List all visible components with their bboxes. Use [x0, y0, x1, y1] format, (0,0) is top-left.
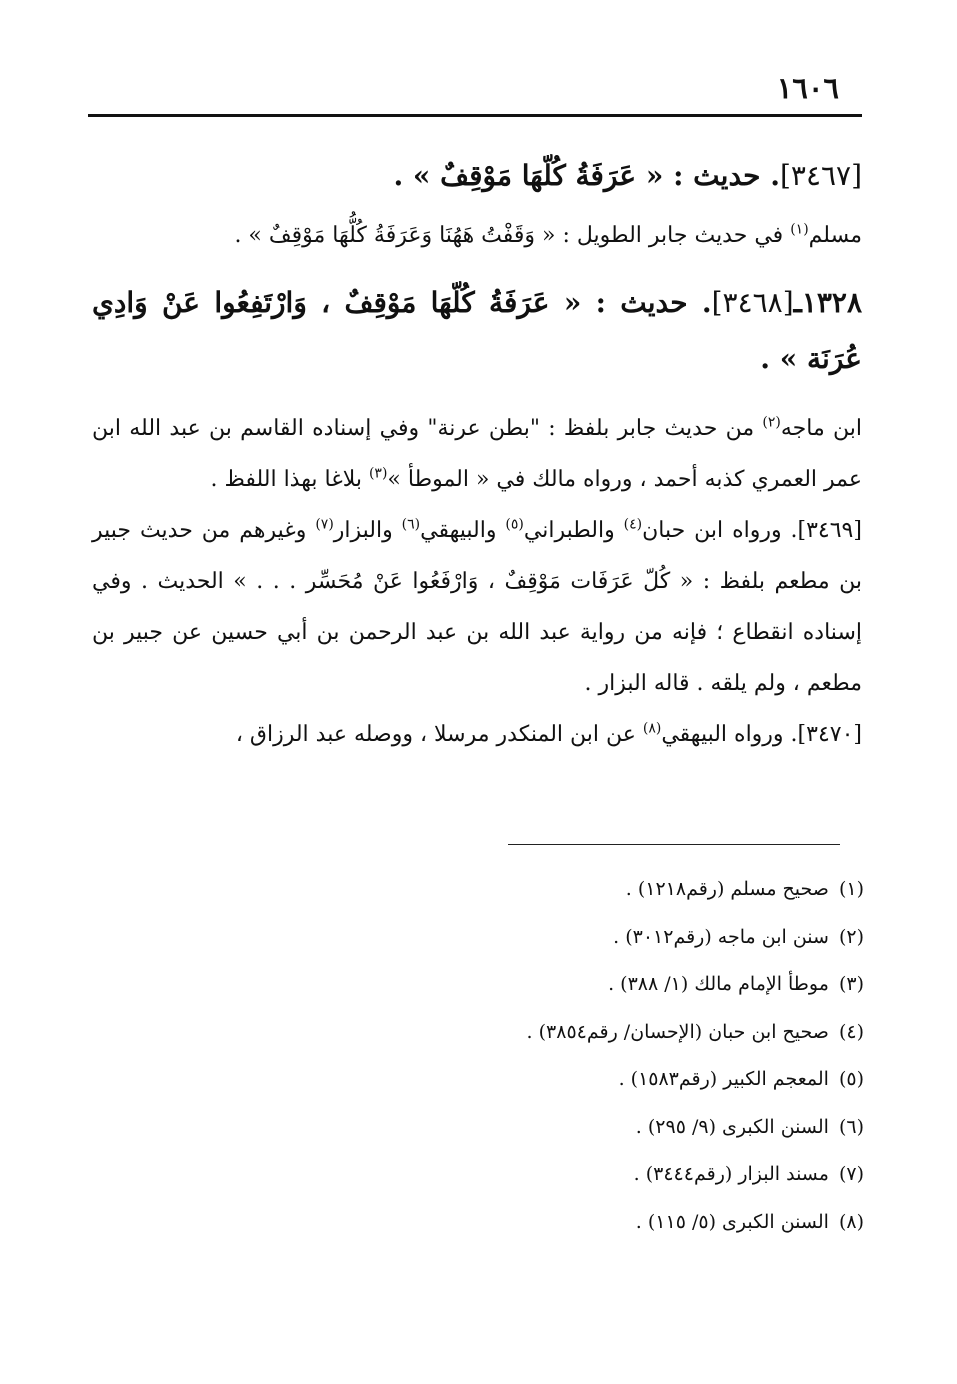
paragraph-3 [92, 709, 862, 760]
footnote-item [364, 1104, 864, 1152]
body-text: بلاغا بهذا اللفظ . [210, 467, 369, 492]
body-text: والبيهقي [420, 518, 506, 543]
footnote-item [364, 961, 864, 1009]
footnotes-list [364, 866, 864, 1246]
footnote-ref-8[interactable]: (٨) [642, 720, 662, 737]
footnote-item [364, 1199, 864, 1247]
body-text: ابن ماجه [780, 416, 863, 441]
entry-ref: [٣٤٦٧] [779, 159, 862, 192]
body-text: . ورواه ابن حبان [642, 518, 798, 543]
footnote-text: السنن الكبرى (٩/ ٢٩٥) . [635, 1115, 829, 1138]
footnote-item [364, 866, 864, 914]
footnote-number: (١) [838, 878, 864, 900]
body-text: . ورواه البيهقي [661, 722, 798, 747]
footnote-number: (٤) [838, 1020, 864, 1043]
body-text: وغيرهم من حديث جبير بن مطعم بلفظ : « كُلّ عَرَفَات مَوْقِفٌ ، وَارْفَعُوا عَنْ مُحَسِّر . . . » الحديث . وفي إسناده انقطاع ؛ فإنه من رواية عبد الله بن عبد الرحمن بن أبي حسين عن جبير بن مطعم ، ولم يلقه . قاله البزار . [92, 518, 862, 696]
footnote-number: (٦) [838, 1115, 864, 1138]
entry-ref: [٣٤٦٩] [797, 518, 862, 543]
paragraph-1 [92, 403, 862, 505]
entry-number: ١٣٢٨ـ [793, 286, 862, 319]
header-rule [88, 114, 862, 117]
footnote-ref-2[interactable]: (٢) [762, 414, 781, 431]
footnote-ref-3[interactable]: (٣) [368, 465, 388, 482]
footnote-number: (٧) [838, 1163, 864, 1185]
footnote-ref-6[interactable]: (٦) [401, 516, 421, 533]
footnote-text: صحيح ابن حبان (الإحسان/ رقم٣٨٥٤) . [526, 1020, 829, 1043]
entry-heading-text: . حديث : « عَرَفَةُ كُلّهَا مَوْقِفٌ ، وَارْتَفِعُوا عَنْ وَادِي عُرَنَة » . [92, 286, 862, 375]
body-text: في حديث جابر الطويل : « وَقَفْتُ هَهُنَا وَعَرَفَةُ كُلُّهَا مَوْقِفٌ » . [234, 223, 791, 248]
paragraph-2 [92, 505, 862, 709]
footnote-number: (٥) [838, 1068, 864, 1090]
footnote-ref-1[interactable]: (١) [790, 221, 809, 238]
footnote-text: المعجم الكبير (رقم١٥٨٣) . [618, 1068, 829, 1090]
footnote-number: (٣) [838, 973, 864, 995]
page-number: ١٦٠٦ [776, 71, 839, 105]
footnote-item [364, 1056, 864, 1104]
footnote-text: مسند البزار (رقم٣٤٤٤) . [633, 1163, 829, 1185]
footnote-ref-4[interactable]: (٤) [623, 516, 643, 533]
body-text: مسلم [808, 223, 862, 248]
body-text: عن ابن المنكدر مرسلا ، ووصله عبد الرزاق ، [235, 722, 643, 747]
footnote-number: (٨) [838, 1210, 864, 1233]
entry-heading-1328 [92, 275, 862, 387]
entry-heading-3467 [92, 148, 862, 204]
footnote-text: السنن الكبرى (٥/ ١١٥) . [635, 1210, 829, 1233]
body-text: والبزار [333, 518, 402, 543]
footnote-rule [508, 844, 840, 845]
body-text: من حديث جابر بلفظ : "بطن عرنة" وفي إسناده القاسم بن عبد الله ابن عمر العمري كذبه أحمد ، ورواه مالك في « الموطأ » [92, 416, 862, 492]
footnote-item [364, 1151, 864, 1199]
entry-ref: [٣٤٦٨] [711, 286, 794, 319]
main-text [92, 148, 862, 760]
footnote-number: (٢) [838, 925, 864, 948]
footnote-ref-5[interactable]: (٥) [505, 516, 524, 533]
body-text: والطبراني [523, 518, 624, 543]
footnote-item [364, 1009, 864, 1057]
entry-heading-text: . حديث : « عَرَفَةُ كُلّهَا مَوْقِفٌ » . [393, 159, 780, 192]
footnote-text: سنن ابن ماجه (رقم٣٠١٢) . [613, 925, 829, 948]
footnote-item [364, 914, 864, 962]
footnote-text: صحيح مسلم (رقم١٢١٨) . [625, 878, 829, 900]
entry-ref: [٣٤٧٠] [797, 722, 862, 747]
entry-body-3467 [92, 210, 862, 261]
footnote-ref-7[interactable]: (٧) [315, 516, 334, 533]
footnote-text: موطأ الإمام مالك (١/ ٣٨٨) . [608, 973, 829, 995]
